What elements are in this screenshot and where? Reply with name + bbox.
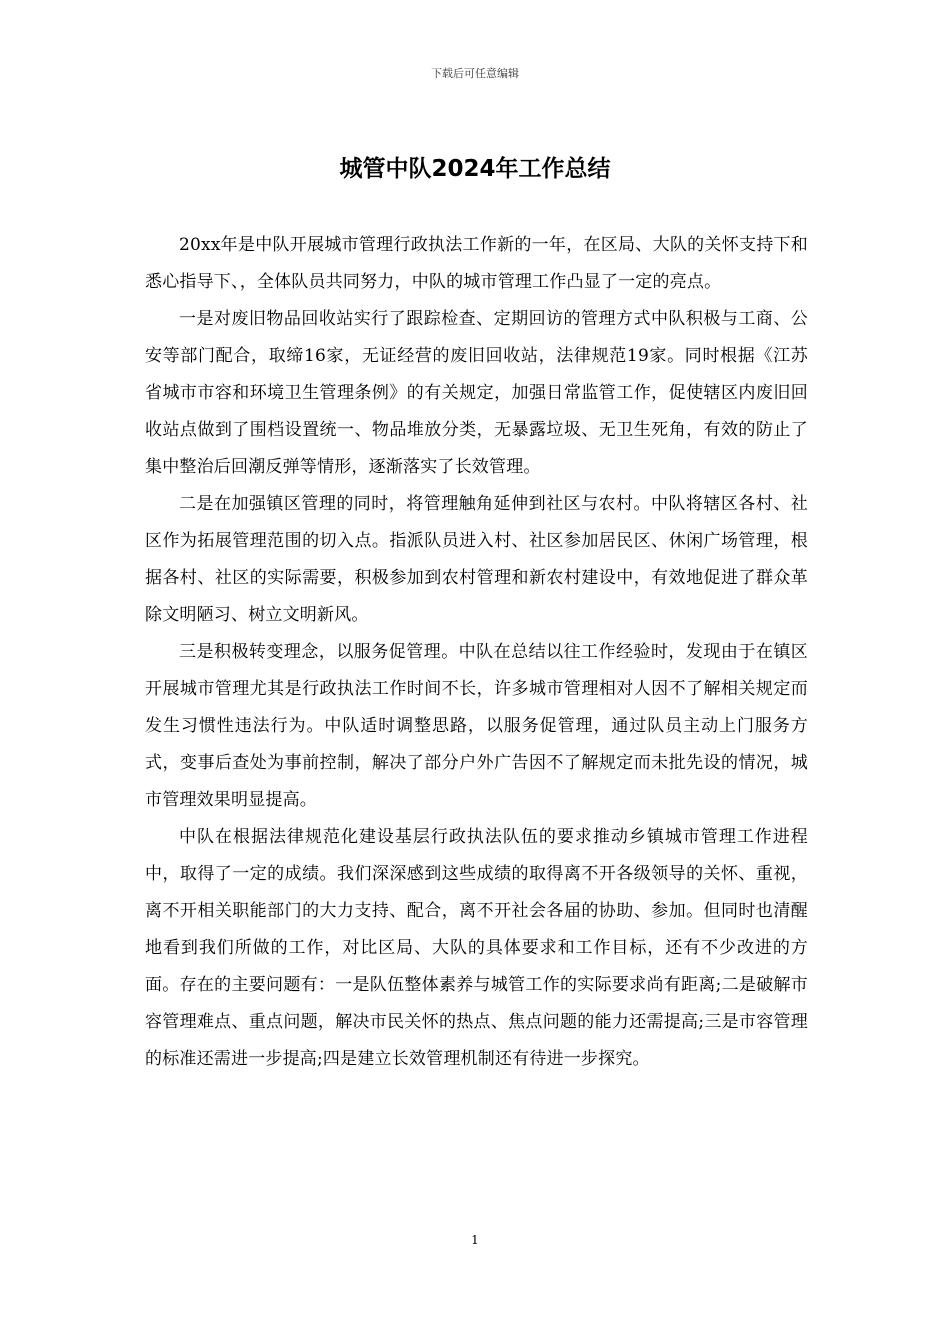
header-note: 下载后可任意编辑	[431, 67, 519, 80]
paragraph-summary: 中队在根据法律规范化建设基层行政执法队伍的要求推动乡镇城市管理工作进程中，取得了一定的成绩。我们深深感到这些成绩的取得离不开各级领导的关怀、重视，离不开相关职能部门的大力支持、配合，离不开社会各届的协助、参加。但同时也清醒地看到我们所做的工作，对比区局、大队的具体要求和工作目标，还有不少改进的方面。存在的主要问题有：一是队伍整体素养与城管工作的实际要求尚有距离;二是破解市容管理难点、重点问题，解决市民关怀的热点、焦点问题的能力还需提高;三是市容管理的标准还需进一步提高;四是建立长效管理机制还有待进一步探究。	[145, 827, 808, 1069]
document-body	[145, 227, 808, 1078]
paragraph-recycling: 一是对废旧物品回收站实行了跟踪检查、定期回访的管理方式中队积极与工商、公安等部门配合，取缔16家，无证经营的废旧回收站，法律规范19家。同时根据《江苏省城市市容和环境卫生管理条例》的有关规定，加强日常监管工作，促使辖区内废旧回收站点做到了围档设置统一、物品堆放分类，无暴露垃圾、无卫生死角，有效的防止了集中整治后回潮反弹等情形，逐渐落实了长效管理。	[145, 309, 808, 477]
document-title: 城管中队2024年工作总结	[339, 156, 611, 182]
paragraph-intro: 20xx年是中队开展城市管理行政执法工作新的一年，在区局、大队的关怀支持下和悉心指导下、，全体队员共同努力，中队的城市管理工作凸显了一定的亮点。	[145, 235, 808, 292]
paragraph-community: 二是在加强镇区管理的同时，将管理触角延伸到社区与农村。中队将辖区各村、社区作为拓展管理范围的切入点。指派队员进入村、社区参加居民区、休闲广场管理，根据各村、社区的实际需要，积极参加到农村管理和新农村建设中，有效地促进了群众革除文明陋习、树立文明新风。	[145, 494, 808, 625]
paragraph-service: 三是积极转变理念，以服务促管理。中队在总结以往工作经验时，发现由于在镇区开展城市管理尤其是行政执法工作时间不长，许多城市管理相对人因不了解相关规定而发生习惯性违法行为。中队适时调整思路，以服务促管理，通过队员主动上门服务方式，变事后查处为事前控制，解决了部分户外广告因不了解规定而未批先设的情况，城市管理效果明显提高。	[145, 642, 808, 810]
page-number: 1	[471, 1233, 479, 1247]
